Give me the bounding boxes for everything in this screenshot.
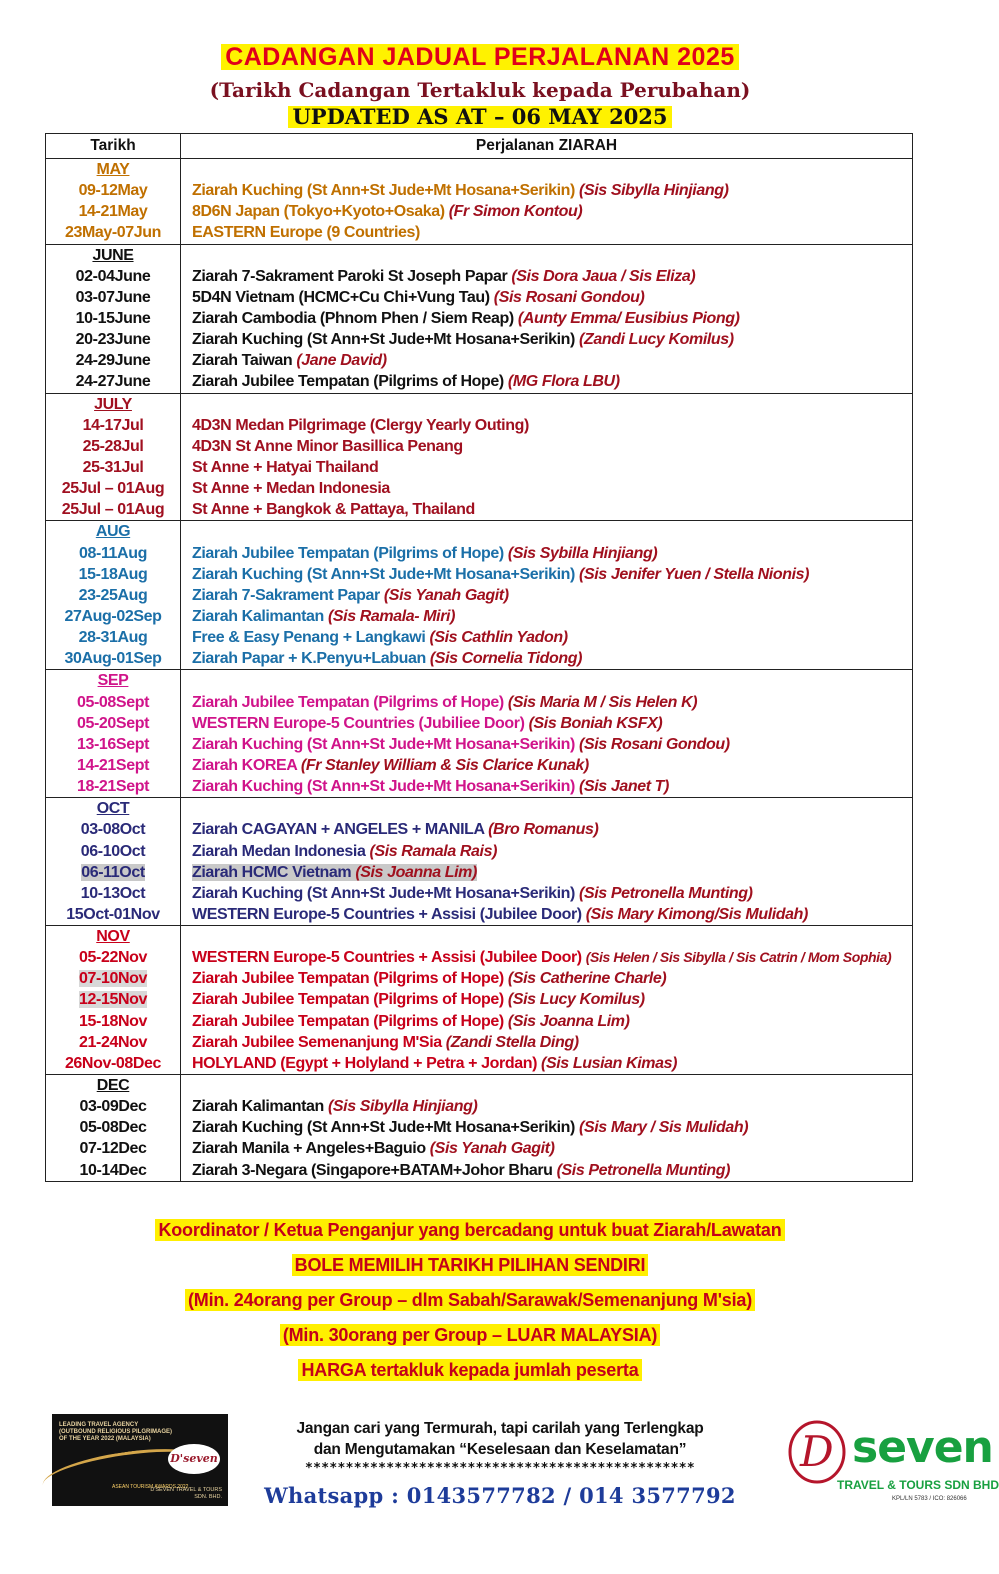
month-spacer bbox=[181, 394, 912, 415]
trip-date bbox=[46, 457, 180, 478]
trip-date bbox=[46, 1032, 180, 1053]
note-text: (Min. 30orang per Group – LUAR MALAYSIA) bbox=[280, 1324, 660, 1346]
trip-date bbox=[46, 648, 180, 669]
trip-date-text: 28-31Aug bbox=[78, 629, 148, 647]
month-spacer bbox=[181, 245, 912, 266]
trip-date bbox=[46, 819, 180, 840]
updated-block bbox=[0, 106, 960, 129]
trip-coordinator: (Sis Petronella Munting) bbox=[556, 1161, 731, 1179]
trip-coordinator: (Sis Catherine Charle) bbox=[507, 970, 667, 988]
trip-date bbox=[46, 543, 180, 564]
trip-entry bbox=[181, 329, 912, 350]
trip-coordinator: (Sis Yanah Gagit) bbox=[383, 586, 509, 604]
trip-entry bbox=[181, 648, 912, 669]
trip-name: Ziarah Jubilee Tempatan (Pilgrims of Hope) bbox=[192, 1012, 508, 1030]
trip-date-text: 10-15June bbox=[75, 309, 151, 327]
column-header-date: Tarikh bbox=[46, 134, 181, 159]
trip-name: St Anne + Hatyai Thailand bbox=[192, 458, 379, 476]
trip-entry bbox=[181, 436, 912, 457]
trip-entry bbox=[181, 201, 912, 222]
slogan-line-1: Jangan cari yang Termurah, tapi carilah yang Terlengkap bbox=[296, 1420, 704, 1437]
trip-name: Ziarah Kalimantan bbox=[192, 607, 328, 625]
date-cell bbox=[46, 926, 181, 1075]
dseven-logo-small bbox=[168, 1444, 220, 1474]
trip-coordinator: (Sis Dora Jaua / Sis Eliza) bbox=[511, 267, 696, 285]
trip-coordinator: (Sis Boniah KSFX) bbox=[528, 714, 663, 732]
dseven-logo-icon bbox=[786, 1416, 848, 1486]
trip-entry bbox=[181, 499, 912, 520]
trip-entry bbox=[181, 968, 912, 989]
trip-date bbox=[46, 371, 180, 392]
trip-entry bbox=[181, 308, 912, 329]
trip-date-text: 14-21May bbox=[78, 203, 148, 221]
month-label: JULY bbox=[94, 395, 132, 413]
date-cell bbox=[46, 1075, 181, 1182]
month-label: JUNE bbox=[92, 246, 134, 264]
trip-name: Ziarah Jubilee Tempatan (Pilgrims of Hope) bbox=[192, 970, 508, 988]
trip-name: Free & Easy Penang + Langkawi bbox=[192, 629, 430, 647]
trip-entry bbox=[181, 1011, 912, 1032]
trip-name: 4D3N Medan Pilgrimage (Clergy Yearly Outing) bbox=[192, 416, 529, 434]
brand-license: KPL/LN 5783 / ICO: 826066 bbox=[892, 1496, 967, 1502]
date-cell bbox=[46, 393, 181, 521]
trip-entry bbox=[181, 478, 912, 499]
trip-cell bbox=[181, 670, 913, 798]
logo-text: D'seven bbox=[170, 1452, 218, 1465]
trip-date-text: 03-08Oct bbox=[80, 821, 146, 839]
trip-coordinator: (Sis Maria M / Sis Helen K) bbox=[507, 693, 698, 711]
trip-entry bbox=[181, 1138, 912, 1159]
trip-name: Ziarah Jubilee Semenanjung M'Sia bbox=[192, 1033, 446, 1051]
month-spacer bbox=[181, 670, 912, 691]
month-label: MAY bbox=[96, 161, 130, 178]
trip-entry bbox=[181, 989, 912, 1010]
trip-name: Ziarah KOREA bbox=[192, 756, 301, 774]
trip-name: WESTERN Europe-5 Countries + Assisi (Jubilee Door) bbox=[192, 949, 586, 967]
trip-entry bbox=[181, 415, 912, 436]
trip-name: Ziarah Papar + K.Penyu+Labuan bbox=[192, 650, 430, 668]
trip-entry bbox=[181, 457, 912, 478]
dseven-brand-logo bbox=[782, 1412, 999, 1512]
trip-name: Ziarah Jubilee Tempatan (Pilgrims of Hope) bbox=[192, 544, 508, 562]
slogan-line-2: dan Mengutamakan “Keselesaan dan Keselamatan” bbox=[313, 1441, 687, 1458]
trip-date-text: 15-18Aug bbox=[78, 565, 148, 583]
trip-coordinator: (Sis Rosani Gondou) bbox=[579, 735, 730, 753]
month-row-june bbox=[46, 244, 913, 393]
trip-coordinator: (Sis Sibylla Hinjiang) bbox=[579, 182, 729, 200]
trip-date-text: 24-27June bbox=[75, 373, 151, 391]
trip-entry bbox=[181, 904, 912, 925]
trip-entry bbox=[181, 883, 912, 904]
month-label: NOV bbox=[96, 928, 130, 946]
trip-name: Ziarah Cambodia (Phnom Phen / Siem Reap) bbox=[192, 309, 518, 327]
trip-name: Ziarah 7-Sakrament Paroki St Joseph Papar bbox=[192, 267, 512, 285]
trip-name: Ziarah Manila + Angeles+Baguio bbox=[192, 1140, 430, 1158]
month-spacer bbox=[181, 159, 912, 180]
trip-date-text: 12-15Nov bbox=[79, 991, 147, 1009]
updated-date: UPDATED AS AT – 06 MAY 2025 bbox=[288, 106, 671, 128]
trip-date-text: 14-21Sept bbox=[77, 756, 149, 774]
month-row-may bbox=[46, 159, 913, 245]
note-text: HARGA tertakluk kepada jumlah peserta bbox=[298, 1359, 641, 1381]
month-spacer bbox=[181, 926, 912, 947]
trip-coordinator: (Sis Yanah Gagit) bbox=[429, 1140, 555, 1158]
trip-coordinator: (Sis Rosani Gondou) bbox=[493, 288, 645, 306]
trip-name: Ziarah Jubilee Tempatan (Pilgrims of Hope) bbox=[192, 373, 508, 391]
trip-coordinator: (Zandi Stella Ding) bbox=[445, 1033, 579, 1051]
trip-entry bbox=[181, 287, 912, 308]
trip-cell bbox=[181, 798, 913, 926]
trip-date-text: 07-10Nov bbox=[79, 970, 147, 988]
trip-date bbox=[46, 499, 180, 520]
brand-name: seven bbox=[852, 1422, 993, 1473]
table-header-row bbox=[46, 134, 913, 159]
trip-name: Ziarah Kuching (St Ann+St Jude+Mt Hosana+Serikin) bbox=[192, 331, 580, 349]
trip-date bbox=[46, 415, 180, 436]
trip-date-text: 03-09Dec bbox=[79, 1098, 147, 1116]
schedule-table bbox=[45, 133, 913, 1182]
trip-date bbox=[46, 713, 180, 734]
trip-date bbox=[46, 968, 180, 989]
trip-date-text: 05-08Sept bbox=[77, 693, 149, 711]
month-label: OCT bbox=[96, 800, 130, 818]
trip-date bbox=[46, 904, 180, 925]
trip-name: WESTERN Europe-5 Countries + Assisi (Jubilee Door) bbox=[192, 905, 586, 923]
month-label: SEP bbox=[97, 672, 129, 690]
star-divider: ************************************************ bbox=[304, 1461, 696, 1476]
note-choose-date bbox=[0, 1255, 940, 1276]
trip-coordinator: (Fr Simon Kontou) bbox=[448, 203, 583, 221]
trip-coordinator: (Sis Lusian Kimas) bbox=[541, 1054, 677, 1072]
date-cell bbox=[46, 521, 181, 670]
date-cell bbox=[46, 798, 181, 926]
trip-date bbox=[46, 1053, 180, 1074]
trip-name: St Anne + Medan Indonesia bbox=[192, 480, 390, 498]
month-row-aug bbox=[46, 521, 913, 670]
subtitle: (Tarikh Cadangan Tertakluk kepada Perubahan) bbox=[209, 78, 751, 102]
trip-name: Ziarah Taiwan bbox=[192, 352, 297, 370]
trip-name: Ziarah Kuching (St Ann+St Jude+Mt Hosana+Serikin) bbox=[192, 778, 580, 796]
trip-date bbox=[46, 585, 180, 606]
note-text: (Min. 24orang per Group – dlm Sabah/Sarawak/Semenanjung M'sia) bbox=[185, 1289, 755, 1311]
trip-date-text: 03-07June bbox=[75, 288, 151, 306]
trip-date bbox=[46, 734, 180, 755]
trip-date-text: 25Jul – 01Aug bbox=[61, 501, 165, 519]
trip-date-text: 06-10Oct bbox=[80, 842, 146, 860]
trip-date bbox=[46, 862, 180, 883]
trip-entry bbox=[181, 350, 912, 371]
trip-name: St Anne + Bangkok & Pattaya, Thailand bbox=[192, 501, 475, 519]
trip-entry bbox=[181, 606, 912, 627]
trip-coordinator: (Aunty Emma/ Eusibius Piong) bbox=[517, 309, 740, 327]
trip-date bbox=[46, 308, 180, 329]
trip-date-text: 10-14Dec bbox=[79, 1161, 147, 1179]
trip-date bbox=[46, 478, 180, 499]
award-company: D'SEVEN TRAVEL & TOURS SDN. BHD. bbox=[150, 1487, 222, 1500]
trip-date-text: 25-28Jul bbox=[82, 437, 144, 455]
trip-cell bbox=[181, 244, 913, 393]
brand-subtitle: TRAVEL & TOURS SDN BHD bbox=[837, 1478, 999, 1492]
month-label: AUG bbox=[95, 523, 131, 541]
trip-date-text: 18-21Sept bbox=[77, 778, 149, 796]
trip-date bbox=[46, 1160, 180, 1181]
date-cell bbox=[46, 670, 181, 798]
trip-entry bbox=[181, 1032, 912, 1053]
trip-date-text: 10-13Oct bbox=[80, 884, 146, 902]
trip-entry bbox=[181, 755, 912, 776]
trip-date-text: 05-08Dec bbox=[79, 1119, 147, 1137]
trip-cell bbox=[181, 393, 913, 521]
trip-cell bbox=[181, 159, 913, 245]
trip-date bbox=[46, 947, 180, 968]
trip-name: Ziarah Kuching (St Ann+St Jude+Mt Hosana+Serikin) bbox=[192, 182, 580, 200]
trip-date-text: 26Nov-08Dec bbox=[64, 1054, 162, 1072]
trip-name: 5D4N Vietnam (HCMC+Cu Chi+Vung Tau) bbox=[192, 288, 494, 306]
trip-entry bbox=[181, 819, 912, 840]
trip-coordinator: (Sis Sybilla Hinjiang) bbox=[507, 544, 658, 562]
trip-name: 4D3N St Anne Minor Basillica Penang bbox=[192, 437, 463, 455]
month-spacer bbox=[181, 1075, 912, 1096]
trip-date bbox=[46, 883, 180, 904]
trip-date bbox=[46, 1117, 180, 1138]
trip-cell bbox=[181, 1075, 913, 1182]
trip-date bbox=[46, 1096, 180, 1117]
trip-date-text: 15-18Nov bbox=[79, 1012, 147, 1030]
trip-date-text: 06-11Oct bbox=[81, 863, 145, 881]
month-row-sep bbox=[46, 670, 913, 798]
trip-date-text: 07-12Dec bbox=[79, 1140, 147, 1158]
trip-date-text: 05-22Nov bbox=[79, 949, 147, 967]
month-row-oct bbox=[46, 798, 913, 926]
trip-name: Ziarah Jubilee Tempatan (Pilgrims of Hope) bbox=[192, 693, 508, 711]
trip-date-text: 23May-07Jun bbox=[64, 224, 162, 242]
trip-name: EASTERN Europe (9 Countries) bbox=[192, 224, 420, 242]
trip-coordinator: (Sis Cornelia Tidong) bbox=[429, 650, 583, 668]
trip-date-text: 23-25Aug bbox=[78, 586, 148, 604]
trip-coordinator: (Sis Joanna Lim) bbox=[355, 863, 477, 881]
trip-name: Ziarah Medan Indonesia bbox=[192, 842, 370, 860]
trip-date bbox=[46, 1138, 180, 1159]
trip-date bbox=[46, 564, 180, 585]
trip-entry bbox=[181, 180, 912, 201]
trip-date-text: 30Aug-01Sep bbox=[64, 650, 162, 668]
trip-name: Ziarah 3-Negara (Singapore+BATAM+Johor Bharu bbox=[192, 1161, 557, 1179]
trip-date-text: 02-04June bbox=[75, 267, 151, 285]
trip-date-text: 25Jul – 01Aug bbox=[61, 480, 165, 498]
trip-name: Ziarah Kuching (St Ann+St Jude+Mt Hosana+Serikin) bbox=[192, 735, 580, 753]
trip-entry bbox=[181, 713, 912, 734]
trip-date-text: 21-24Nov bbox=[79, 1033, 147, 1051]
month-spacer bbox=[181, 521, 912, 542]
whatsapp-contact[interactable]: Whatsapp : 0143577782 / 014 3577792 bbox=[264, 1483, 736, 1508]
trip-coordinator: (Zandi Lucy Komilus) bbox=[579, 331, 734, 349]
logo-mark-letter: D bbox=[800, 1427, 834, 1476]
trip-date bbox=[46, 692, 180, 713]
trip-coordinator: (Sis Janet T) bbox=[579, 778, 669, 796]
trip-date-text: 20-23June bbox=[75, 331, 151, 349]
trip-date-text: 27Aug-02Sep bbox=[64, 607, 162, 625]
trip-name: Ziarah Kuching (St Ann+St Jude+Mt Hosana+Serikin) bbox=[192, 1119, 580, 1137]
trip-date bbox=[46, 350, 180, 371]
trip-name: Ziarah Kuching (St Ann+St Jude+Mt Hosana+Serikin) bbox=[192, 884, 580, 902]
trip-coordinator: (Sis Joanna Lim) bbox=[507, 1012, 630, 1030]
trip-date bbox=[46, 989, 180, 1010]
month-row-nov bbox=[46, 926, 913, 1075]
trip-coordinator: (Sis Mary Kimong/Sis Mulidah) bbox=[585, 905, 808, 923]
note-coordinator bbox=[0, 1220, 940, 1241]
trip-date bbox=[46, 287, 180, 308]
trip-entry bbox=[181, 1160, 912, 1181]
trip-coordinator: (Sis Lucy Komilus) bbox=[507, 991, 645, 1009]
trip-entry bbox=[181, 266, 912, 287]
note-price bbox=[0, 1360, 940, 1381]
trip-entry bbox=[181, 862, 912, 883]
trip-entry bbox=[181, 371, 912, 392]
trip-name: Ziarah Kuching (St Ann+St Jude+Mt Hosana+Serikin) bbox=[192, 565, 580, 583]
note-min-overseas bbox=[0, 1325, 940, 1346]
trip-entry bbox=[181, 627, 912, 648]
trip-coordinator: (Sis Sibylla Hinjiang) bbox=[327, 1098, 478, 1116]
footer-slogan bbox=[260, 1418, 740, 1508]
trip-name: WESTERN Europe-5 Countries (Jubiliee Door) bbox=[192, 714, 529, 732]
trip-entry bbox=[181, 1117, 912, 1138]
trip-date bbox=[46, 1011, 180, 1032]
trip-entry bbox=[181, 692, 912, 713]
trip-entry bbox=[181, 1053, 912, 1074]
trip-coordinator: (Sis Ramala- Miri) bbox=[327, 607, 456, 625]
trip-cell bbox=[181, 926, 913, 1075]
award-name: ASEAN TOURISM AWARDS 2022 bbox=[112, 1484, 189, 1490]
trip-cell bbox=[181, 521, 913, 670]
trip-coordinator: (Sis Cathlin Yadon) bbox=[429, 629, 568, 647]
trip-coordinator: (Sis Ramala Rais) bbox=[369, 842, 497, 860]
trip-date bbox=[46, 436, 180, 457]
trip-date bbox=[46, 329, 180, 350]
trip-date bbox=[46, 606, 180, 627]
month-row-july bbox=[46, 393, 913, 521]
trip-entry bbox=[181, 585, 912, 606]
trip-entry bbox=[181, 776, 912, 797]
column-header-trip: Perjalanan ZIARAH bbox=[181, 134, 913, 159]
trip-entry bbox=[181, 947, 912, 968]
trip-date-text: 25-31Jul bbox=[82, 458, 144, 476]
trip-entry bbox=[181, 543, 912, 564]
trip-name: 8D6N Japan (Tokyo+Kyoto+Osaka) bbox=[192, 203, 449, 221]
trip-name: HOLYLAND (Egypt + Holyland + Petra + Jordan) bbox=[192, 1054, 542, 1072]
trip-date bbox=[46, 841, 180, 862]
trip-coordinator: (Bro Romanus) bbox=[488, 821, 599, 839]
trip-date-text: 14-17Jul bbox=[82, 416, 144, 434]
date-cell bbox=[46, 244, 181, 393]
page-title: CADANGAN JADUAL PERJALANAN 2025 bbox=[221, 44, 739, 70]
trip-date bbox=[46, 266, 180, 287]
month-spacer bbox=[181, 798, 912, 819]
trip-coordinator: (Sis Helen / Sis Sibylla / Sis Catrin / Mom Sophia) bbox=[585, 949, 892, 966]
trip-date-text: 15Oct-01Nov bbox=[66, 905, 160, 923]
month-row-dec bbox=[46, 1075, 913, 1182]
schedule-body bbox=[46, 159, 913, 1182]
month-label: DEC bbox=[96, 1077, 130, 1095]
trip-coordinator: (Jane David) bbox=[296, 352, 387, 370]
trip-entry bbox=[181, 734, 912, 755]
trip-name: Ziarah HCMC Vietnam bbox=[192, 863, 356, 881]
trip-coordinator: (Sis Petronella Munting) bbox=[579, 884, 753, 902]
note-text: BOLE MEMILIH TARIKH PILIHAN SENDIRI bbox=[292, 1254, 649, 1276]
award-title: LEADING TRAVEL AGENCY (OUTBOUND RELIGIOUS PILGRIMAGE) OF THE YEAR 2022 (MALAYSIA) bbox=[59, 1422, 172, 1442]
trip-coordinator: (Fr Stanley William & Sis Clarice Kunak) bbox=[300, 756, 589, 774]
trip-date bbox=[46, 755, 180, 776]
trip-name: Ziarah CAGAYAN + ANGELES + MANILA bbox=[192, 821, 489, 839]
trip-entry bbox=[181, 564, 912, 585]
trip-coordinator: (Sis Mary / Sis Mulidah) bbox=[579, 1119, 749, 1137]
trip-date-text: 08-11Aug bbox=[79, 544, 147, 562]
trip-entry bbox=[181, 222, 912, 243]
trip-date bbox=[46, 180, 180, 201]
page-title-block bbox=[0, 44, 960, 70]
trip-name: Ziarah Kalimantan bbox=[192, 1098, 328, 1116]
date-cell bbox=[46, 159, 181, 245]
trip-coordinator: (MG Flora LBU) bbox=[507, 373, 620, 391]
trip-date bbox=[46, 627, 180, 648]
trip-date-text: 24-29June bbox=[75, 352, 151, 370]
trip-name: Ziarah 7-Sakrament Papar bbox=[192, 586, 384, 604]
trip-date-text: 09-12May bbox=[78, 182, 148, 200]
note-min-local bbox=[0, 1290, 940, 1311]
trip-coordinator: (Sis Jenifer Yuen / Stella Nionis) bbox=[579, 565, 810, 583]
trip-date-text: 13-16Sept bbox=[77, 735, 149, 753]
trip-entry bbox=[181, 1096, 912, 1117]
note-text: Koordinator / Ketua Penganjur yang bercadang untuk buat Ziarah/Lawatan bbox=[155, 1219, 784, 1241]
trip-date bbox=[46, 222, 180, 243]
trip-name: Ziarah Jubilee Tempatan (Pilgrims of Hope) bbox=[192, 991, 508, 1009]
trip-date-text: 05-20Sept bbox=[77, 714, 149, 732]
trip-date bbox=[46, 201, 180, 222]
award-badge bbox=[52, 1414, 228, 1506]
trip-entry bbox=[181, 841, 912, 862]
trip-date bbox=[46, 776, 180, 797]
